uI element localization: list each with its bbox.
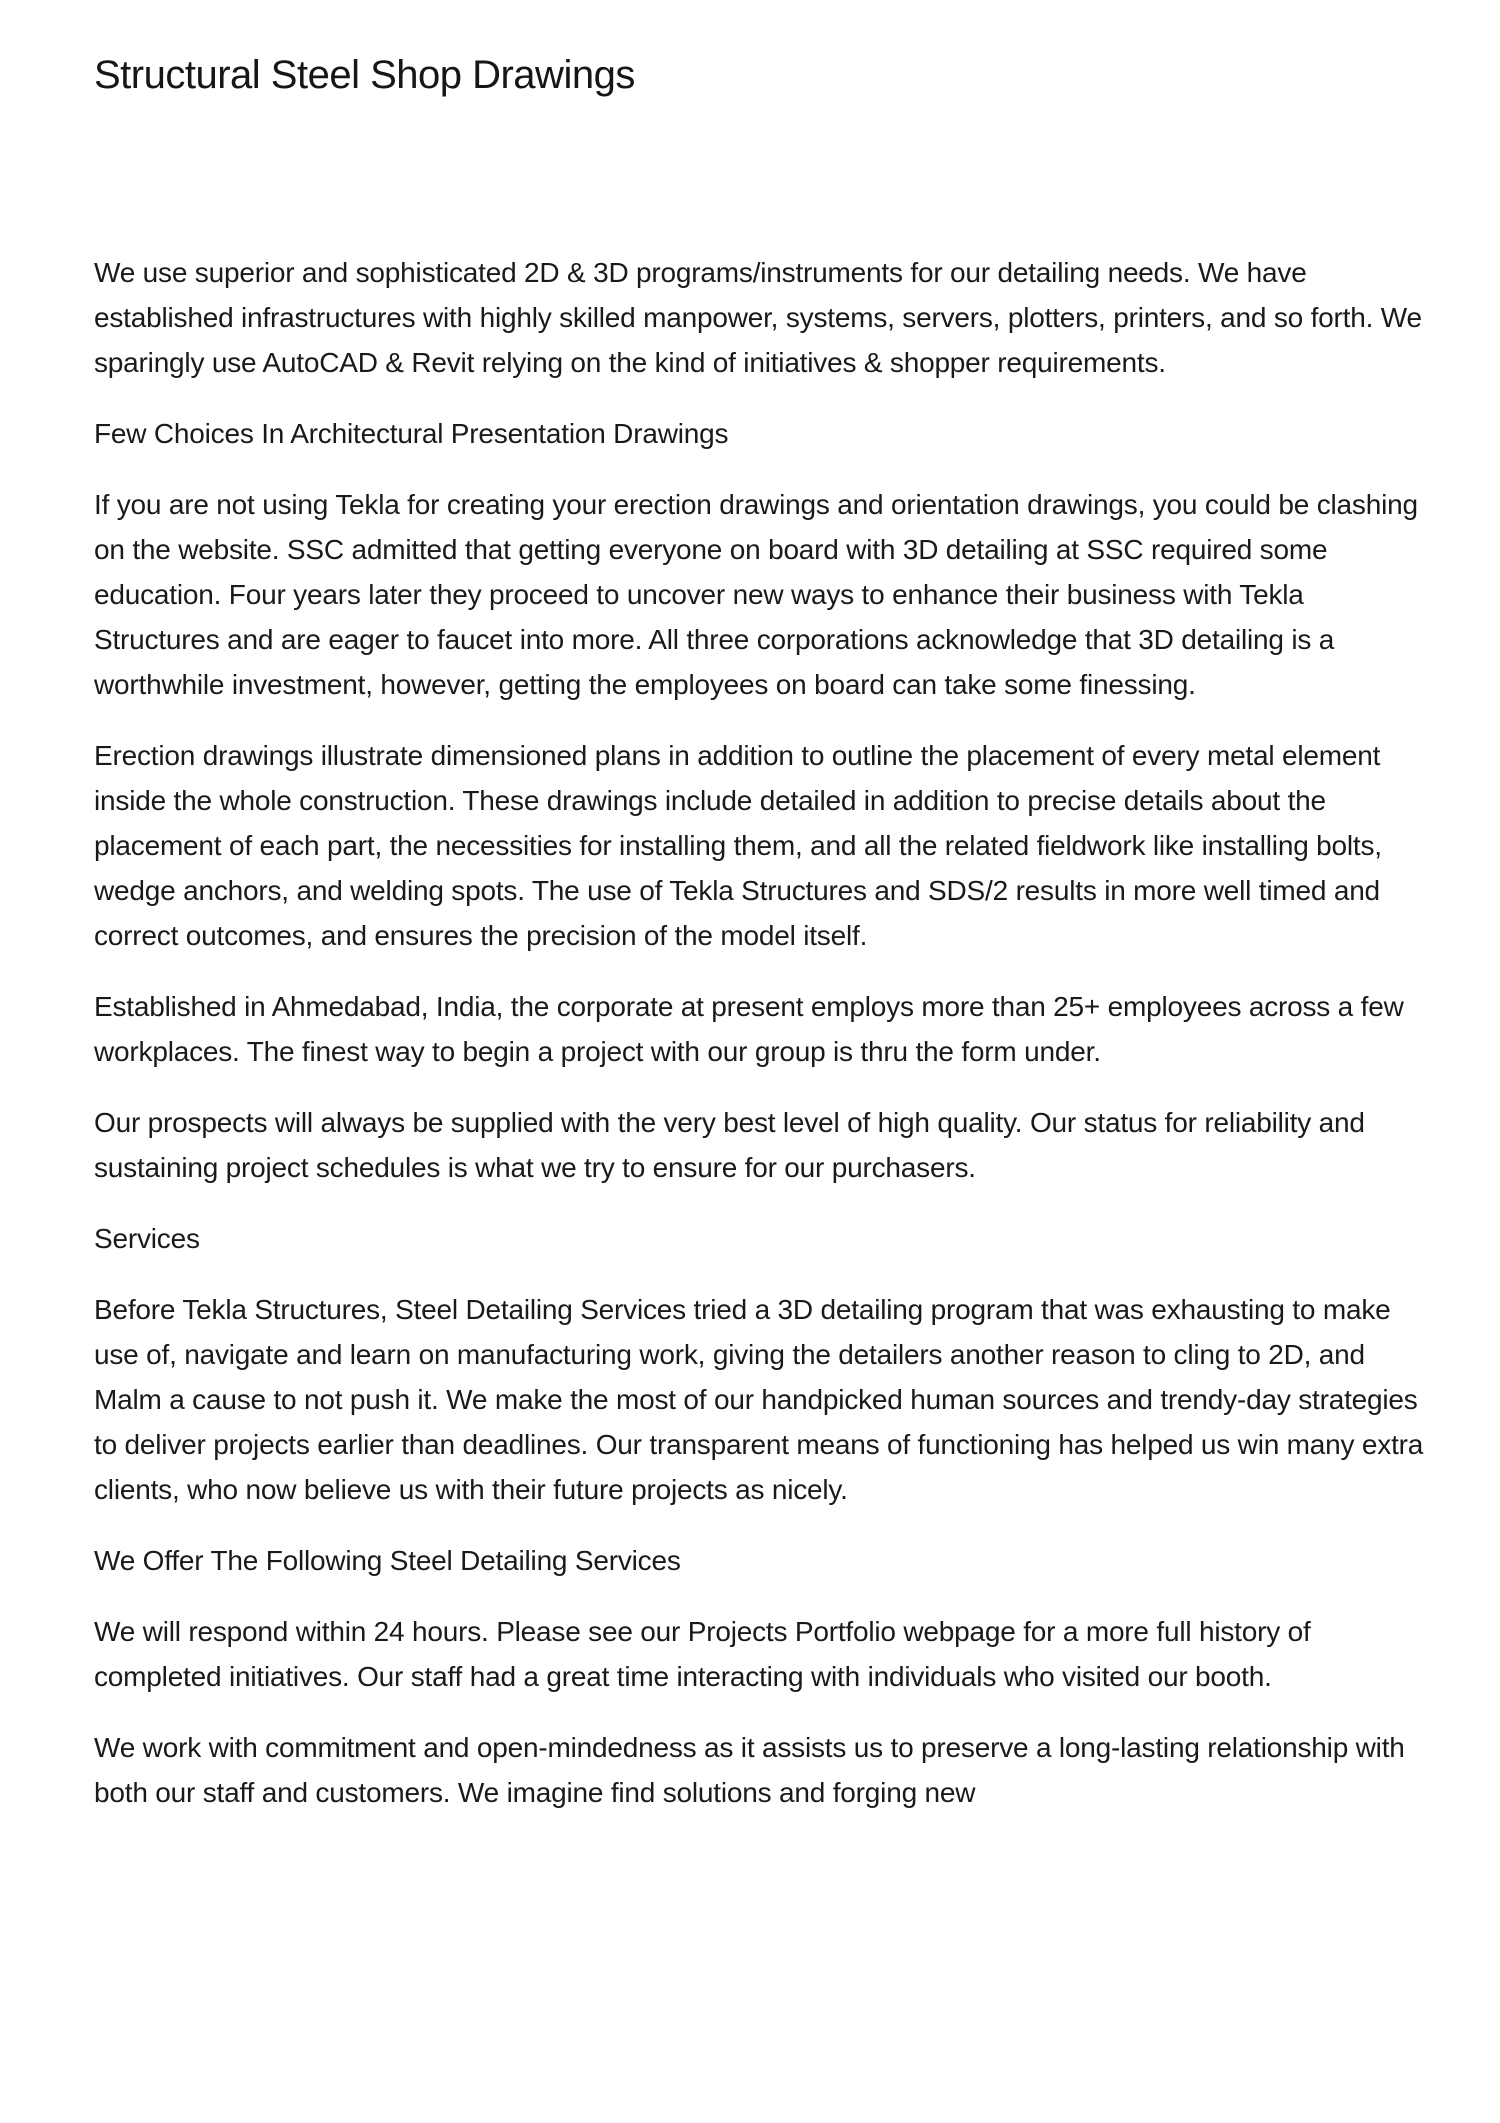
page-title: Structural Steel Shop Drawings bbox=[94, 53, 635, 97]
paragraph-before-tekla: Before Tekla Structures, Steel Detailing Services tried a 3D detailing program that was exhausting to make use of, navigate and learn on manufacturing work, giving the detailers another reason to cling to 2D, and Malm a cause to not push it. We make the most of our handpicked human sources and trendy-day strategies to deliver projects earlier than deadlines. Our transparent means of functioning has helped us win many extra clients, who now believe us with their future projects as nicely. bbox=[94, 1294, 1424, 1505]
subheading-services: Services bbox=[94, 1223, 200, 1254]
paragraph-respond: We will respond within 24 hours. Please see our Projects Portfolio webpage for a more full history of completed initiatives. Our staff had a great time interacting with individuals who visited our booth. bbox=[94, 1616, 1311, 1692]
document-page bbox=[94, 50, 1426, 1841]
paragraph-established: Established in Ahmedabad, India, the corporate at present employs more than 25+ employees across a few workplaces. The finest way to begin a project with our group is thru the form under. bbox=[94, 991, 1404, 1067]
subheading-few-choices: Few Choices In Architectural Presentation Drawings bbox=[94, 418, 729, 449]
subheading-we-offer: We Offer The Following Steel Detailing Services bbox=[94, 1545, 681, 1576]
paragraph-commitment: We work with commitment and open-mindedness as it assists us to preserve a long-lasting relationship with both our staff and customers. We imagine find solutions and forging new bbox=[94, 1732, 1405, 1808]
paragraph-erection-drawings: Erection drawings illustrate dimensioned plans in addition to outline the placement of every metal element inside the whole construction. These drawings include detailed in addition to precise details about the placement of each part, the necessities for installing them, and all the related fieldwork like installing bolts, wedge anchors, and welding spots. The use of Tekla Structures and SDS/2 results in more well timed and correct outcomes, and ensures the precision of the model itself. bbox=[94, 740, 1382, 951]
paragraph-prospects: Our prospects will always be supplied with the very best level of high quality. Our status for reliability and sustaining project schedules is what we try to ensure for our purchasers. bbox=[94, 1107, 1365, 1183]
paragraph-intro: We use superior and sophisticated 2D & 3D programs/instruments for our detailing needs. We have established infrastructures with highly skilled manpower, systems, servers, plotters, printers, and so forth. We sparingly use AutoCAD & Revit relying on the kind of initiatives & shopper requirements. bbox=[94, 257, 1422, 378]
paragraph-tekla: If you are not using Tekla for creating your erection drawings and orientation drawings, you could be clashing on the website. SSC admitted that getting everyone on board with 3D detailing at SSC required some education. Four years later they proceed to uncover new ways to enhance their business with Tekla Structures and are eager to faucet into more. All three corporations acknowledge that 3D detailing is a worthwhile investment, however, getting the employees on board can take some finessing. bbox=[94, 489, 1418, 700]
